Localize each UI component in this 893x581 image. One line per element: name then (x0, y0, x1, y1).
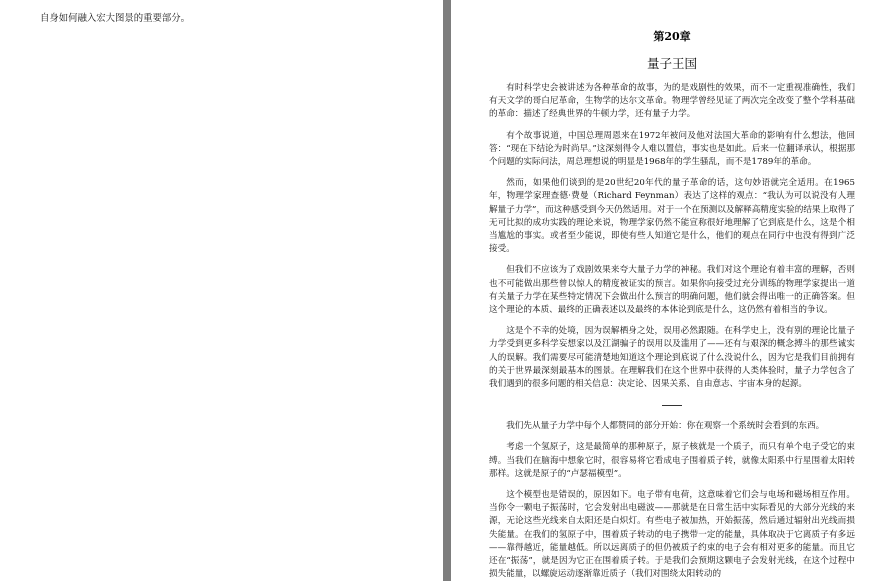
paragraph: 这是个不幸的处境，因为误解栖身之处，误用必然跟随。在科学史上，没有别的理论比量子力学受到更多科学妄想家以及江湖骗子的误用以及滥用了——还有与艰深的概念搏斗的那些诚实人的误解。我们需要尽可能清楚地知道这个理论到底说了什么没说什么，因为它是我们目前拥有的关于世界最深刻最基本的图景。在理解我们在这个世界中获得的人类体验时，量子力学包含了我们遇到的很多问题的相关信息：决定论、因果关系、自由意志、宇宙本身的起源。 (489, 326, 855, 390)
paragraph: 有个故事说道，中国总理周恩来在1972年被问及他对法国大革命的影响有什么想法，他回答：“现在下结论为时尚早。”这深刻得令人难以置信，事实也是如此。后来一位翻译承认，根据那个问题的实际问法，周总理想说的明显是1968年的学生骚乱，而不是1789年的革命。 (489, 130, 855, 168)
chapter-number: 第20章 (653, 30, 691, 43)
paragraph: 考虑一个氢原子，这是最简单的那种原子，原子核就是一个质子，而只有单个电子受它的束缚。当我们在脑海中想象它时，很容易将它看成电子围着质子转，就像太阳系中行星围着太阳转那样。这就是原子的“卢瑟福模型”。 (489, 442, 855, 479)
paragraph: 有时科学史会被讲述为各种革命的故事，为的是戏剧性的效果，而不一定重视准确性，我们有天文学的哥白尼革命，生物学的达尔文革命。物理学曾经见证了两次完全改变了整个学科基础的革命：描述了经典世界的牛顿力学，还有量子力学。 (489, 83, 855, 120)
left-page-text: 自身如何融入宏大图景的重要部分。 (40, 13, 191, 24)
right-page (451, 0, 893, 581)
page-gutter (443, 0, 451, 581)
paragraph: 我们先从量子力学中每个人都赞同的部分开始：你在观察一个系统时会看到的东西。 (506, 421, 825, 432)
paragraph: 但我们不应该为了戏剧效果来夸大量子力学的神秘。我们对这个理论有着丰富的理解，否则也不可能做出那些曾以惊人的精度被证实的预言。如果你向接受过充分训练的物理学家提出一道有关量子力学在某些特定情况下会做出什么预言的明确问题，他们就会得出唯一的正确答案。但这个理论的本质、最终的正确表述以及最终的本体论到底是什么，这仍然有着相当的争议。 (489, 265, 855, 316)
paragraph: 这个模型也是错误的，原因如下。电子带有电荷，这意味着它们会与电场和磁场相互作用。当你令一颗电子振荡时，它会发射出电磁波——那就是在日常生活中实际看见的大部分光线的来源，无论这些光线来自太阳还是白炽灯。有些电子被加热，开始振荡，然后通过辐射出光线而损失能量。在我们的氢原子中，围着质子转动的电子携带一定的能量，具体取决于它离质子有多远——靠得越近，能量越低。所以远离质子的但仍被质子约束的电子会有相对更多的能量。而且它还在“振荡”，就是因为它正在围着质子转。于是我们会预期这颗电子会发射光线，在这个过程中损失能量，以螺旋运动逐渐靠近质子（我们对围绕太阳转动的 (489, 490, 855, 580)
paragraph: 然而，如果他们谈到的是20世纪20年代的量子革命的话，这句妙语就完全适用。在1965年，物理学家理查德·费曼（Richard Feynman）表达了这样的观点：“我认为可以说没有人理解量子力学”，而这种感受到今天仍然适用。对于一个在预测以及解释高精度实验的结果上取得了无可比拟的成功实践的理论来说，物理学家仍然不能宣称很好地理解了它到底是什么，这是个相当尴尬的事实。或者至少能说，即使有些人知道它是什么，他们的观点在同行中也没有得到广泛接受。 (489, 178, 855, 255)
section-divider (662, 405, 682, 406)
chapter-title: 量子王国 (646, 56, 697, 71)
left-page (0, 0, 443, 581)
